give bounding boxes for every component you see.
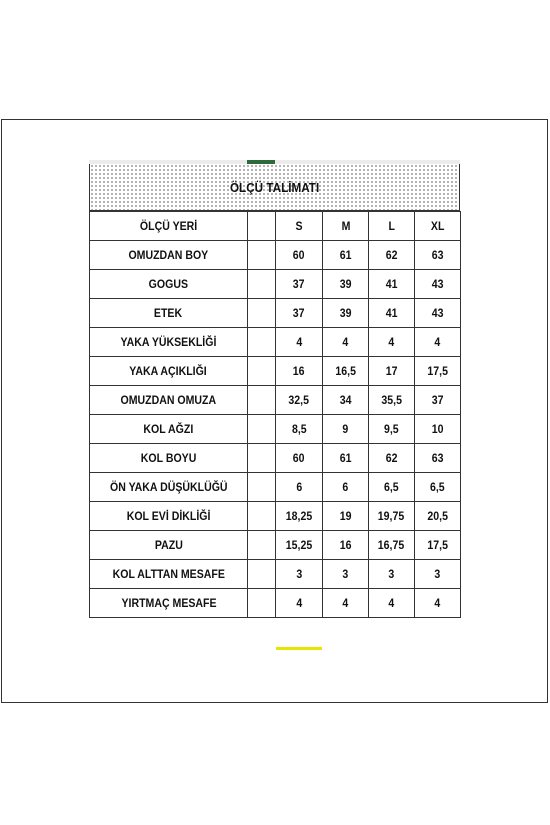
size-table xyxy=(89,211,461,618)
size-s: S xyxy=(295,219,303,233)
value-xl-cell xyxy=(415,560,461,589)
table-row xyxy=(90,415,461,444)
measurement-label-cell xyxy=(90,444,248,473)
value-m: 9 xyxy=(342,422,349,436)
size-table-body xyxy=(90,212,461,618)
empty-cell-cell xyxy=(248,270,276,299)
measurement-label: KOL BOYU xyxy=(140,451,197,465)
value-s: 32,5 xyxy=(288,393,310,407)
value-l: 62 xyxy=(385,248,398,262)
value-xl-cell xyxy=(415,473,461,502)
chart-title xyxy=(89,164,460,211)
value-m-cell xyxy=(323,299,369,328)
value-l: 62 xyxy=(385,451,398,465)
empty-cell-cell xyxy=(248,473,276,502)
value-s: 8,5 xyxy=(291,422,307,436)
value-s: 37 xyxy=(293,277,305,291)
value-xl-cell xyxy=(415,299,461,328)
measurement-label: ETEK xyxy=(154,306,183,320)
value-xl: 43 xyxy=(431,277,444,291)
value-l-cell xyxy=(369,415,415,444)
measurement-label-cell xyxy=(90,589,248,618)
value-l: 4 xyxy=(388,335,395,349)
value-xl-cell xyxy=(415,328,461,357)
empty-cell xyxy=(248,212,276,241)
value-l-cell xyxy=(369,386,415,415)
measurement-label: KOL EVİ DİKLİĞİ xyxy=(126,509,211,523)
value-m: 39 xyxy=(339,306,352,320)
size-m: M xyxy=(341,219,350,233)
measurement-label: YAKA AÇIKLIĞI xyxy=(129,364,208,378)
value-xl: 4 xyxy=(434,335,441,349)
value-m-cell xyxy=(323,386,369,415)
sheet-bottom-strip xyxy=(89,647,460,652)
value-s: 3 xyxy=(296,567,302,581)
measurement-label-cell xyxy=(90,415,248,444)
measurement-label: PAZU xyxy=(154,538,183,552)
size-header-cell xyxy=(323,212,369,241)
value-s-cell xyxy=(276,299,323,328)
measurement-label: OMUZDAN OMUZA xyxy=(120,393,217,407)
header-label: ÖLÇÜ YERİ xyxy=(139,219,198,233)
value-xl-cell xyxy=(415,444,461,473)
value-s-cell xyxy=(276,473,323,502)
value-xl: 20,5 xyxy=(427,509,448,523)
table-row xyxy=(90,328,461,357)
value-xl-cell xyxy=(415,589,461,618)
empty-cell-cell xyxy=(248,328,276,357)
value-l-cell xyxy=(369,357,415,386)
value-xl: 63 xyxy=(431,248,444,262)
value-l: 6,5 xyxy=(384,480,399,494)
value-s: 60 xyxy=(293,248,305,262)
value-m: 16,5 xyxy=(335,364,356,378)
measurement-label-cell xyxy=(90,241,248,270)
measurement-label: GOGUS xyxy=(148,277,189,291)
value-m: 6 xyxy=(342,480,349,494)
header-label-cell xyxy=(90,212,248,241)
value-m: 3 xyxy=(342,567,349,581)
value-s: 37 xyxy=(293,306,305,320)
value-m: 39 xyxy=(339,277,352,291)
table-row xyxy=(90,502,461,531)
table-row xyxy=(90,589,461,618)
measurement-label-cell xyxy=(90,357,248,386)
measurement-label: YAKA YÜKSEKLİĞİ xyxy=(120,335,217,349)
value-s-cell xyxy=(276,560,323,589)
value-xl: 3 xyxy=(434,567,441,581)
size-xl: XL xyxy=(430,219,445,233)
size-l: L xyxy=(388,219,395,233)
empty-cell-cell xyxy=(248,444,276,473)
value-xl-cell xyxy=(415,502,461,531)
empty-cell-cell xyxy=(248,502,276,531)
table-row xyxy=(90,299,461,328)
measurement-label-cell xyxy=(90,473,248,502)
value-s: 15,25 xyxy=(285,538,313,552)
table-row xyxy=(90,270,461,299)
empty-cell-cell xyxy=(248,386,276,415)
measurement-label-cell xyxy=(90,299,248,328)
value-m-cell xyxy=(323,415,369,444)
table-row xyxy=(90,531,461,560)
value-l: 9,5 xyxy=(384,422,399,436)
value-l: 17 xyxy=(385,364,398,378)
table-row xyxy=(90,560,461,589)
table-row xyxy=(90,473,461,502)
value-s-cell xyxy=(276,502,323,531)
value-m-cell xyxy=(323,502,369,531)
measurement-label: ÖN YAKA DÜŞÜKLÜĞÜ xyxy=(109,480,228,494)
value-xl: 37 xyxy=(431,393,444,407)
value-s-cell xyxy=(276,531,323,560)
value-xl: 17,5 xyxy=(427,364,448,378)
value-xl-cell xyxy=(415,241,461,270)
size-header-cell xyxy=(276,212,323,241)
measurement-label: YIRTMAÇ MESAFE xyxy=(120,596,217,610)
measurement-label-cell xyxy=(90,502,248,531)
size-header-cell xyxy=(415,212,461,241)
empty-cell-cell xyxy=(248,531,276,560)
value-l-cell xyxy=(369,502,415,531)
value-l: 3 xyxy=(388,567,395,581)
empty-cell-cell xyxy=(248,299,276,328)
empty-cell-cell xyxy=(248,415,276,444)
measurement-label-cell xyxy=(90,328,248,357)
measurement-label-cell xyxy=(90,560,248,589)
value-m: 61 xyxy=(339,451,352,465)
measurement-label: OMUZDAN BOY xyxy=(128,248,209,262)
measurement-label-cell xyxy=(90,270,248,299)
table-row xyxy=(90,357,461,386)
table-row xyxy=(90,241,461,270)
value-s: 16 xyxy=(293,364,305,378)
value-m-cell xyxy=(323,357,369,386)
value-l-cell xyxy=(369,560,415,589)
value-l-cell xyxy=(369,589,415,618)
empty-cell-cell xyxy=(248,589,276,618)
empty-cell-cell xyxy=(248,241,276,270)
value-xl: 6,5 xyxy=(430,480,445,494)
value-m: 4 xyxy=(342,596,349,610)
value-l-cell xyxy=(369,473,415,502)
measurement-label: KOL ALTTAN MESAFE xyxy=(112,567,225,581)
value-m: 61 xyxy=(339,248,352,262)
value-s-cell xyxy=(276,241,323,270)
value-l: 4 xyxy=(388,596,395,610)
chart-title-text: ÖLÇÜ TALİMATI xyxy=(229,179,320,195)
value-xl-cell xyxy=(415,415,461,444)
value-m-cell xyxy=(323,270,369,299)
size-header-cell xyxy=(369,212,415,241)
measurement-label-cell xyxy=(90,386,248,415)
value-m-cell xyxy=(323,560,369,589)
empty-cell-cell xyxy=(248,357,276,386)
value-m: 34 xyxy=(339,393,352,407)
value-xl: 10 xyxy=(431,422,444,436)
value-l: 35,5 xyxy=(381,393,402,407)
value-xl: 17,5 xyxy=(427,538,448,552)
value-l-cell xyxy=(369,270,415,299)
value-s-cell xyxy=(276,589,323,618)
value-m: 4 xyxy=(342,335,349,349)
table-row xyxy=(90,444,461,473)
value-m-cell xyxy=(323,241,369,270)
value-m-cell xyxy=(323,531,369,560)
value-s-cell xyxy=(276,357,323,386)
measurement-label: KOL AĞZI xyxy=(143,422,194,436)
value-l: 16,75 xyxy=(378,538,405,552)
value-xl-cell xyxy=(415,270,461,299)
value-l-cell xyxy=(369,299,415,328)
value-xl-cell xyxy=(415,386,461,415)
value-l: 41 xyxy=(385,277,398,291)
value-m-cell xyxy=(323,589,369,618)
value-s-cell xyxy=(276,386,323,415)
value-s-cell xyxy=(276,415,323,444)
value-m-cell xyxy=(323,444,369,473)
value-m: 16 xyxy=(339,538,352,552)
value-m-cell xyxy=(323,473,369,502)
value-s: 4 xyxy=(296,335,302,349)
size-chart-sheet xyxy=(89,160,460,652)
table-row xyxy=(90,386,461,415)
value-m: 19 xyxy=(339,509,352,523)
value-l: 41 xyxy=(385,306,398,320)
value-xl-cell xyxy=(415,531,461,560)
value-s: 4 xyxy=(296,596,302,610)
value-s-cell xyxy=(276,270,323,299)
value-s-cell xyxy=(276,444,323,473)
value-xl: 43 xyxy=(431,306,444,320)
value-xl: 63 xyxy=(431,451,444,465)
value-xl: 4 xyxy=(434,596,441,610)
empty-cell-cell xyxy=(248,560,276,589)
table-header-row xyxy=(90,212,461,241)
value-l-cell xyxy=(369,241,415,270)
value-l-cell xyxy=(369,444,415,473)
value-l: 19,75 xyxy=(378,509,405,523)
value-s-cell xyxy=(276,328,323,357)
measurement-label-cell xyxy=(90,531,248,560)
highlight-marker xyxy=(276,647,322,650)
value-l-cell xyxy=(369,531,415,560)
value-s: 6 xyxy=(296,480,302,494)
value-m-cell xyxy=(323,328,369,357)
value-s: 60 xyxy=(293,451,305,465)
value-l-cell xyxy=(369,328,415,357)
value-xl-cell xyxy=(415,357,461,386)
value-s: 18,25 xyxy=(285,509,313,523)
